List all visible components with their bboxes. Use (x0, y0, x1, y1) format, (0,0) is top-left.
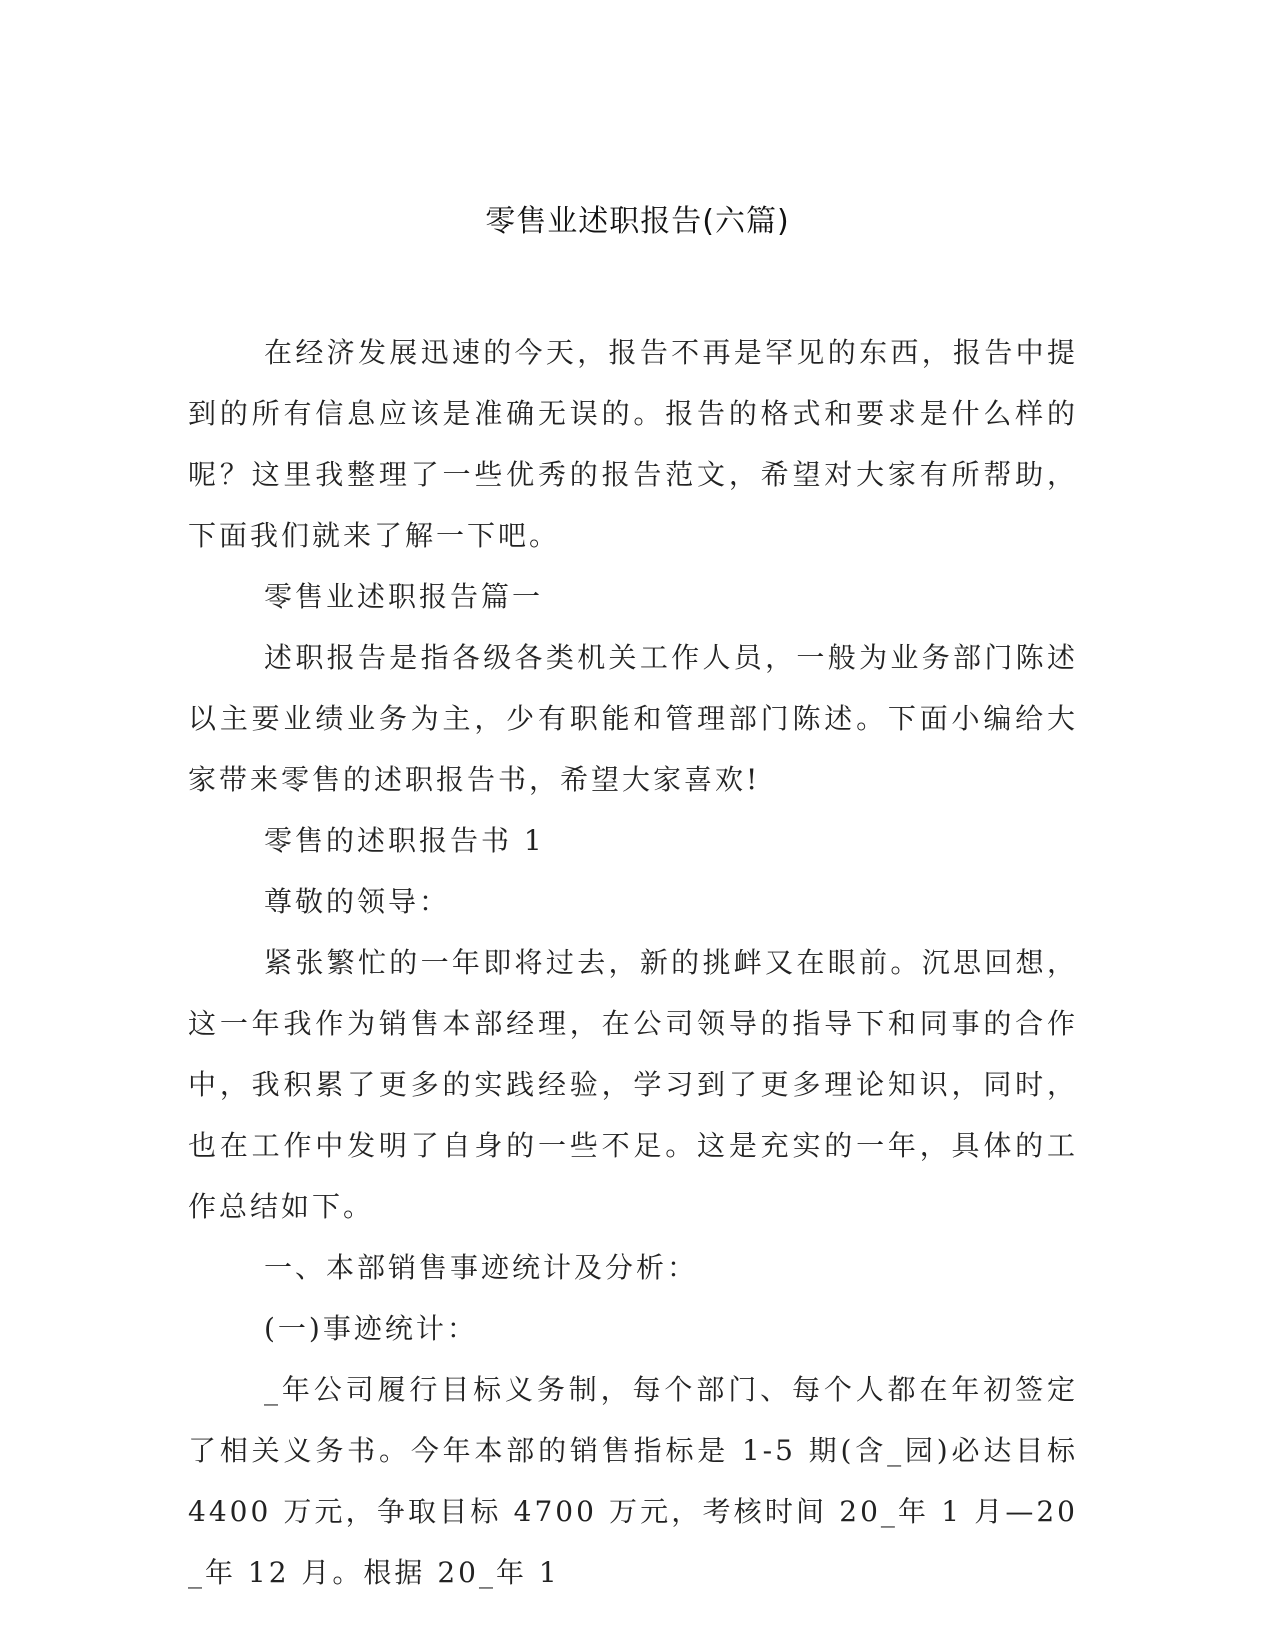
document-title: 零售业述职报告(六篇) (485, 204, 790, 239)
salutation: 尊敬的领导： (264, 885, 451, 918)
paragraph-definition: 述职报告是指各级各类机关工作人员，一般为业务部门陈述以主要业绩业务为主，少有职能和管理部门陈述。下面小编给大家带来零售的述职报告书，希望大家喜欢! (188, 641, 1078, 796)
section-heading-sales: 一、本部销售事迹统计及分析： (264, 1251, 699, 1284)
document-body (188, 322, 1078, 1603)
paragraph-targets: _年公司履行目标义务制，每个部门、每个人都在年初签定了相关义务书。今年本部的销售指标是 1-5 期(含_园)必达目标 4400 万元，争取目标 4700 万元，考核时间 20_年 1 月—20_年 12 月。根据 20_年 1 (188, 1373, 1078, 1589)
section-heading-1: 零售业述职报告篇一 (264, 580, 544, 613)
subheading-report-1: 零售的述职报告书 1 (264, 824, 545, 857)
subheading-statistics: (一)事迹统计： (264, 1312, 478, 1345)
paragraph-summary: 紧张繁忙的一年即将过去，新的挑衅又在眼前。沉思回想，这一年我作为销售本部经理，在公司领导的指导下和同事的合作中，我积累了更多的实践经验，学习到了更多理论知识，同时，也在工作中发明了自身的一些不足。这是充实的一年，具体的工作总结如下。 (188, 946, 1078, 1223)
paragraph-intro: 在经济发展迅速的今天，报告不再是罕见的东西，报告中提到的所有信息应该是准确无误的。报告的格式和要求是什么样的呢？这里我整理了一些优秀的报告范文，希望对大家有所帮助，下面我们就来了解一下吧。 (188, 336, 1078, 552)
